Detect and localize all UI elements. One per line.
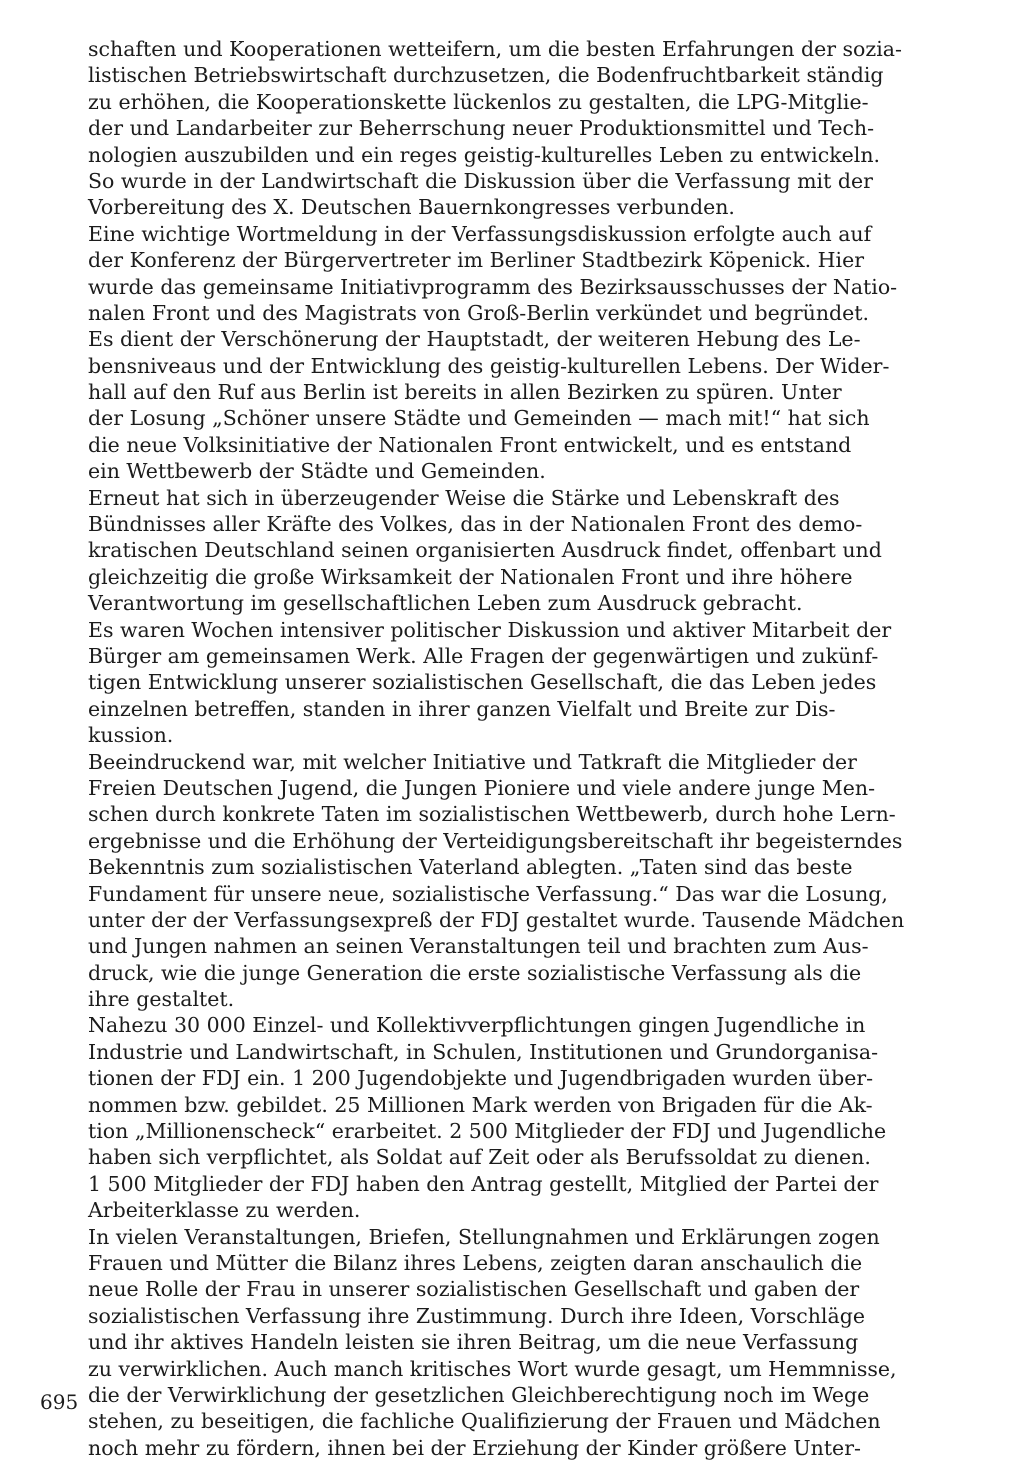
text-line: Nahezu 30 000 Einzel- und Kollektivverpflichtungen gingen Jugendliche in — [88, 1013, 866, 1038]
text-line: ihre gestaltet. — [88, 987, 235, 1012]
text-line: die der Verwirklichung der gesetzlichen Gleichberechtigung noch im Wege — [88, 1382, 870, 1407]
text-line: kussion. — [88, 723, 174, 748]
text-line: der und Landarbeiter zur Beherrschung neuer Produktionsmittel und Tech- — [88, 116, 875, 141]
text-line: Es dient der Verschönerung der Hauptstadt, der weiteren Hebung des Le- — [88, 327, 861, 352]
text-line: der Losung „Schöner unsere Städte und Gemeinden — mach mit!“ hat sich — [88, 406, 870, 431]
text-line: gleichzeitig die große Wirksamkeit der Nationalen Front und ihre höhere — [88, 564, 853, 589]
text-line: In vielen Veranstaltungen, Briefen, Stellungnahmen und Erklärungen zogen — [88, 1224, 880, 1249]
text-line: bensniveaus und der Entwicklung des geistig-kulturellen Lebens. Der Wider- — [88, 353, 890, 378]
document-body — [88, 36, 940, 1461]
text-line: Fundament für unsere neue, sozialistische Verfassung.“ Das war die Losung, — [88, 881, 888, 906]
text-line: So wurde in der Landwirtschaft die Diskussion über die Verfassung mit der — [88, 168, 873, 193]
text-line: haben sich verpflichtet, als Soldat auf Zeit oder als Berufssoldat zu dienen. — [88, 1145, 871, 1170]
text-line: nologien auszubilden und ein reges geistig-kulturelles Leben zu entwickeln. — [88, 142, 881, 167]
text-line: noch mehr zu fördern, ihnen bei der Erziehung der Kinder größere Unter- — [88, 1435, 861, 1460]
text-line: einzelnen betreffen, standen in ihrer ganzen Vielfalt und Breite zur Dis- — [88, 696, 836, 721]
text-line: ergebnisse und die Erhöhung der Verteidigungsbereitschaft ihr begeisterndes — [88, 828, 903, 853]
text-line: neue Rolle der Frau in unserer sozialistischen Gesellschaft und gaben der — [88, 1277, 860, 1302]
text-line: ein Wettbewerb der Städte und Gemeinden. — [88, 459, 546, 484]
text-line: tionen der FDJ ein. 1 200 Jugendobjekte und Jugendbrigaden wurden über- — [88, 1066, 874, 1091]
text-line: Frauen und Mütter die Bilanz ihres Lebens, zeigten daran anschaulich die — [88, 1250, 863, 1275]
text-line: listischen Betriebswirtschaft durchzusetzen, die Bodenfruchtbarkeit ständig — [88, 63, 884, 88]
text-line: Eine wichtige Wortmeldung in der Verfassungsdiskussion erfolgte auch auf — [88, 221, 872, 246]
text-line: nalen Front und des Magistrats von Groß-Berlin verkündet und begründet. — [88, 300, 870, 325]
text-line: unter der der Verfassungsexpreß der FDJ gestaltet wurde. Tausende Mädchen — [88, 907, 905, 932]
text-line: tigen Entwicklung unserer sozialistischen Gesellschaft, die das Leben jedes — [88, 670, 877, 695]
text-line: der Konferenz der Bürgervertreter im Berliner Stadtbezirk Köpenick. Hier — [88, 248, 865, 273]
text-line: und ihr aktives Handeln leisten sie ihren Beitrag, um die neue Verfassung — [88, 1330, 859, 1355]
text-line: zu erhöhen, die Kooperationskette lückenlos zu gestalten, die LPG-Mitglie- — [88, 89, 869, 114]
text-line: Arbeiterklasse zu werden. — [88, 1198, 361, 1223]
text-line: Verantwortung im gesellschaftlichen Leben zum Ausdruck gebracht. — [88, 591, 803, 616]
text-line: Freien Deutschen Jugend, die Jungen Pioniere und viele andere junge Men- — [88, 775, 876, 800]
text-line: zu verwirklichen. Auch manch kritisches Wort wurde gesagt, um Hemmnisse, — [88, 1356, 897, 1381]
text-line: tion „Millionenscheck“ erarbeitet. 2 500 Mitglieder der FDJ und Jugendliche — [88, 1119, 887, 1144]
text-line: schaften und Kooperationen wetteifern, um die besten Erfahrungen der sozia- — [88, 37, 902, 61]
text-line: hall auf den Ruf aus Berlin ist bereits in allen Bezirken zu spüren. Unter — [88, 380, 842, 405]
text-line: Es waren Wochen intensiver politischer Diskussion und aktiver Mitarbeit der — [88, 617, 892, 642]
text-line: sozialistischen Verfassung ihre Zustimmung. Durch ihre Ideen, Vorschläge — [88, 1303, 865, 1328]
text-line: Bündnisses aller Kräfte des Volkes, das in der Nationalen Front des demo- — [88, 512, 863, 537]
text-line: druck, wie die junge Generation die erste sozialistische Verfassung als die — [88, 960, 862, 985]
text-line: Industrie und Landwirtschaft, in Schulen, Institutionen und Grundorganisa- — [88, 1039, 879, 1064]
text-line: Bekenntnis zum sozialistischen Vaterland ablegten. „Taten sind das beste — [88, 855, 853, 880]
text-line: wurde das gemeinsame Initiativprogramm des Bezirksausschusses der Natio- — [88, 274, 898, 299]
text-line: Bürger am gemeinsamen Werk. Alle Fragen der gegenwärtigen und zukünf- — [88, 643, 879, 668]
text-line: stehen, zu beseitigen, die fachliche Qualifizierung der Frauen und Mädchen — [88, 1409, 881, 1434]
text-line: schen durch konkrete Taten im sozialistischen Wettbewerb, durch hohe Lern- — [88, 802, 896, 827]
text-line: 1 500 Mitglieder der FDJ haben den Antrag gestellt, Mitglied der Partei der — [88, 1171, 879, 1196]
page-number: 695 — [40, 1390, 79, 1414]
text-line: und Jungen nahmen an seinen Veranstaltungen teil und brachten zum Aus- — [88, 934, 869, 959]
text-line: nommen bzw. gebildet. 25 Millionen Mark werden von Brigaden für die Ak- — [88, 1092, 873, 1117]
text-line: Vorbereitung des X. Deutschen Bauernkongresses verbunden. — [88, 195, 735, 220]
text-line: Beeindruckend war, mit welcher Initiative und Tatkraft die Mitglieder der — [88, 749, 857, 774]
text-line: die neue Volksinitiative der Nationalen Front entwickelt, und es entstand — [88, 432, 852, 457]
text-line: kratischen Deutschland seinen organisierten Ausdruck findet, offenbart und — [88, 538, 882, 563]
text-line: Erneut hat sich in überzeugender Weise die Stärke und Lebenskraft des — [88, 485, 840, 510]
